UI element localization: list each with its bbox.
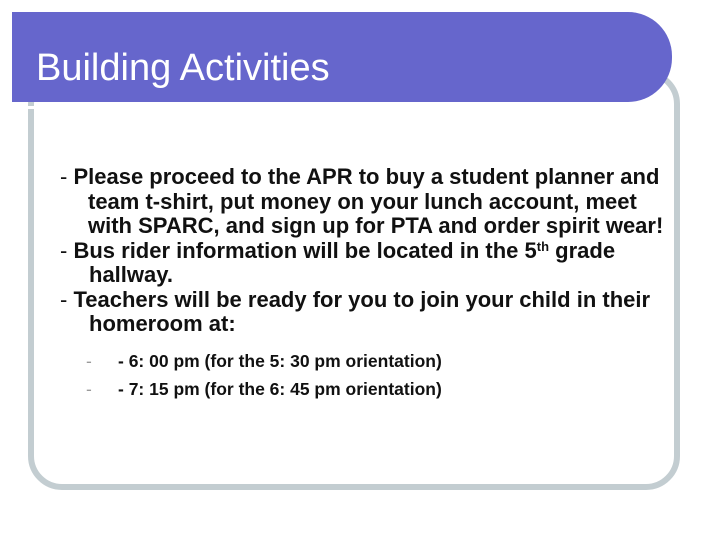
- time-list: [60, 347, 670, 403]
- time-item-text: - 6: 00 pm (for the 5: 30 pm orientation): [118, 350, 442, 371]
- slide-body: [60, 165, 670, 403]
- bullet-bus-rider-text: Bus rider information will be located in the 5: [73, 237, 537, 263]
- bullet-apr-text: Please proceed to the APR to buy a student planner and team t-shirt, put money on your lunch account, meet with SPARC, and sign up for PTA and order spirit wear!: [73, 164, 664, 238]
- bullet-marker: -: [60, 286, 74, 312]
- bullet-marker: -: [60, 237, 74, 263]
- bullet-teachers-text: Teachers will be ready for you to join your child in their homeroom at:: [73, 286, 651, 336]
- time-item: [60, 375, 670, 403]
- slide-title: Building Activities: [36, 47, 330, 89]
- title-underline: [24, 106, 648, 109]
- ordinal-superscript: th: [536, 238, 550, 254]
- bullet-marker: -: [60, 164, 74, 189]
- sub-bullet-marker: -: [86, 378, 92, 399]
- bullet-apr: [60, 165, 670, 239]
- sub-bullet-marker: -: [86, 350, 92, 371]
- bullet-teachers: [60, 288, 670, 337]
- time-item-text: - 7: 15 pm (for the 6: 45 pm orientation): [118, 378, 442, 399]
- bullet-bus-rider: [60, 239, 670, 288]
- bullet-bus-rider-text-end: grade hallway.: [89, 237, 616, 287]
- time-item: [60, 347, 670, 375]
- title-bar: [12, 12, 672, 102]
